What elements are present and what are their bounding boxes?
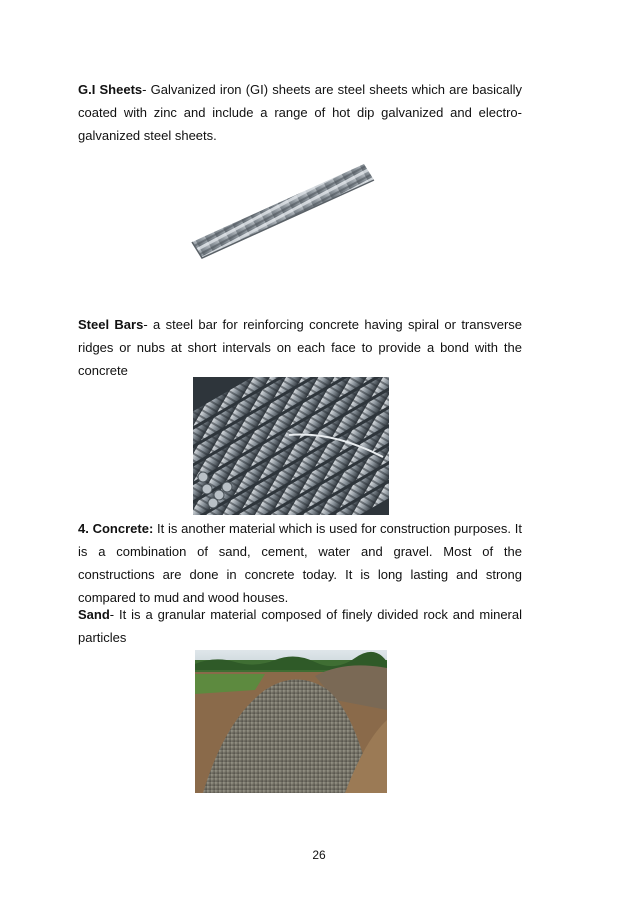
steel-bars-illustration [193, 377, 389, 515]
concrete-term: 4. Concrete: [78, 521, 154, 536]
concrete-paragraph [78, 517, 522, 609]
sand-image [195, 650, 387, 793]
steel-bars-image [193, 377, 389, 515]
gi-sheets-text: - Galvanized iron (GI) sheets are steel sheets which are basically coated with zinc and include a range of hot dip galvanized and electro-galvanized steel sheets. [78, 82, 522, 143]
steel-bars-text: - a steel bar for reinforcing concrete having spiral or transverse ridges or nubs at short intervals on each face to provide a bond with the concrete [78, 317, 523, 378]
page-number: 26 [312, 848, 326, 862]
sand-term: Sand [78, 607, 110, 622]
steel-bars-term: Steel Bars [78, 317, 144, 332]
gi-sheet-image [188, 162, 378, 260]
steel-bars-paragraph [78, 313, 522, 382]
sand-paragraph [78, 603, 522, 649]
gi-sheet-illustration [188, 162, 378, 260]
concrete-text: It is another material which is used for construction purposes. It is a combination of sand, cement, water and gravel. Most of the constructions are done in concrete today. It is long lasting and strong compared to mud and wood houses. [78, 521, 522, 605]
sand-pile-illustration [195, 650, 387, 793]
sand-text: - It is a granular material composed of finely divided rock and mineral particles [78, 607, 522, 645]
gi-sheets-term: G.I Sheets [78, 82, 143, 97]
gi-sheets-paragraph [78, 78, 522, 147]
